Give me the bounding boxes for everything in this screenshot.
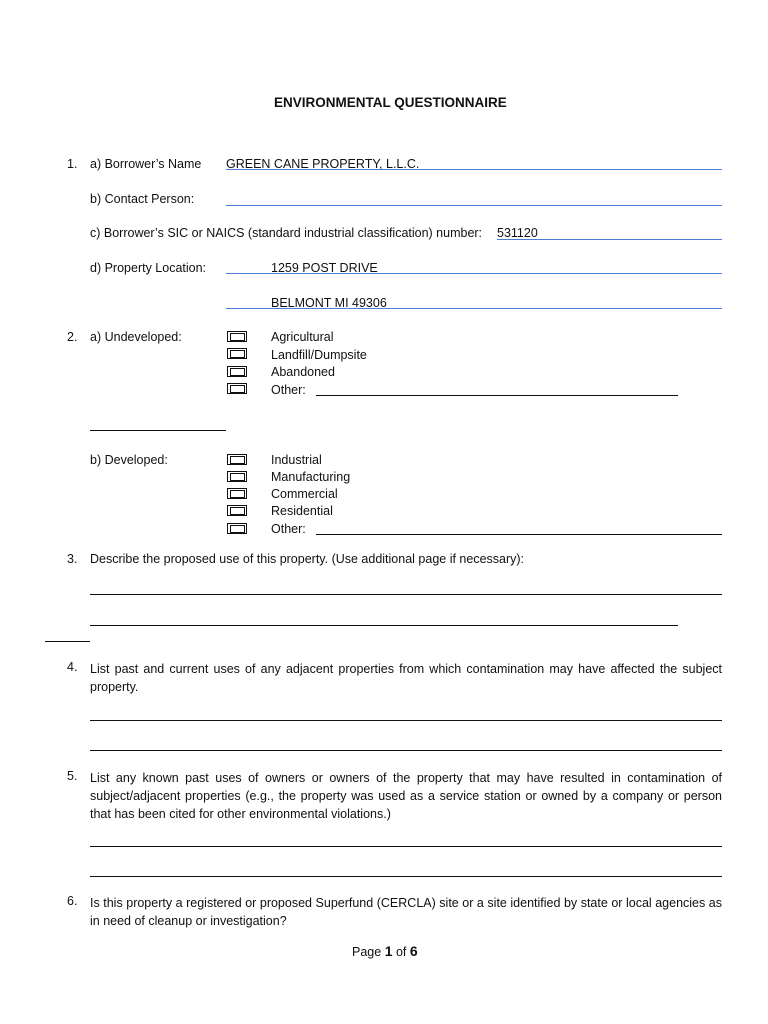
question-6-text: Is this property a registered or proposed Superfund (CERCLA) site or a site identified by state or local agencies as in need of cleanup or investigation?	[90, 896, 722, 928]
option-abandoned: Abandoned	[271, 365, 335, 379]
page-footer	[352, 943, 418, 959]
question-number-2: 2.	[67, 330, 78, 344]
checkbox-industrial[interactable]	[227, 454, 247, 465]
question-4-text: List past and current uses of any adjacent properties from which contamination may have affected the subject property.	[90, 662, 722, 694]
checkbox-undeveloped-other[interactable]	[227, 383, 247, 394]
contact-person-line[interactable]	[226, 205, 722, 206]
q4-answer-line-2[interactable]	[90, 750, 722, 751]
borrower-name-label: a) Borrower’s Name	[90, 157, 202, 171]
property-location-line2	[226, 308, 722, 309]
option-industrial: Industrial	[271, 453, 322, 467]
sic-naics-value[interactable]: 531120	[497, 226, 538, 240]
property-location-line1	[226, 273, 722, 274]
question-3-text: Describe the proposed use of this property. (Use additional page if necessary):	[90, 552, 525, 566]
checkbox-residential[interactable]	[227, 505, 247, 516]
undeveloped-continuation-line[interactable]	[90, 430, 226, 431]
property-location-line2-value[interactable]: BELMONT MI 49306	[271, 296, 387, 310]
checkbox-commercial[interactable]	[227, 488, 247, 499]
question-number-6: 6.	[67, 894, 78, 908]
developed-other-line[interactable]	[316, 534, 722, 535]
property-location-line1-value[interactable]: 1259 POST DRIVE	[271, 261, 378, 275]
checkbox-developed-other[interactable]	[227, 523, 247, 534]
question-number-5: 5.	[67, 769, 78, 783]
current-page-number: 1	[384, 943, 393, 959]
of-word: of	[395, 945, 407, 959]
checkbox-landfill[interactable]	[227, 348, 247, 359]
checkbox-abandoned[interactable]	[227, 366, 247, 377]
q4-answer-line-1[interactable]	[90, 720, 722, 721]
page-word: Page	[352, 945, 382, 959]
option-agricultural: Agricultural	[271, 330, 334, 344]
checkbox-agricultural[interactable]	[227, 331, 247, 342]
undeveloped-label: a) Undeveloped:	[90, 330, 182, 344]
option-landfill: Landfill/Dumpsite	[271, 348, 367, 362]
question-number-4: 4.	[67, 660, 78, 674]
page-title: ENVIRONMENTAL QUESTIONNAIRE	[274, 95, 507, 110]
option-undeveloped-other: Other:	[271, 383, 306, 397]
q5-answer-line-1[interactable]	[90, 846, 722, 847]
undeveloped-other-line[interactable]	[316, 395, 678, 396]
q3-answer-line-1[interactable]	[90, 594, 722, 595]
checkbox-manufacturing[interactable]	[227, 471, 247, 482]
option-commercial: Commercial	[271, 487, 338, 501]
option-manufacturing: Manufacturing	[271, 470, 351, 484]
question-number-1: 1.	[67, 157, 78, 171]
question-number-3: 3.	[67, 552, 78, 566]
sic-naics-line	[497, 239, 722, 240]
property-location-label: d) Property Location:	[90, 261, 207, 275]
q3-answer-line-3[interactable]	[45, 641, 90, 642]
total-pages-number: 6	[409, 943, 418, 959]
sic-naics-label: c) Borrower’s SIC or NAICS (standard industrial classification) number:	[90, 226, 483, 240]
question-5-text: List any known past uses of owners or owners of the property that may have resulted in contamination of subject/adjacent properties (e.g., the property was used as a service station or owned by a company or person that has been cited for other environmental violations.)	[90, 771, 722, 821]
contact-person-label: b) Contact Person:	[90, 192, 195, 206]
option-developed-other: Other:	[271, 522, 306, 536]
borrower-name-value[interactable]: GREEN CANE PROPERTY, L.L.C.	[226, 157, 420, 171]
option-residential: Residential	[271, 504, 333, 518]
developed-label: b) Developed:	[90, 453, 168, 467]
borrower-name-line	[226, 169, 722, 170]
q5-answer-line-2[interactable]	[90, 876, 722, 877]
q3-answer-line-2[interactable]	[90, 625, 678, 626]
